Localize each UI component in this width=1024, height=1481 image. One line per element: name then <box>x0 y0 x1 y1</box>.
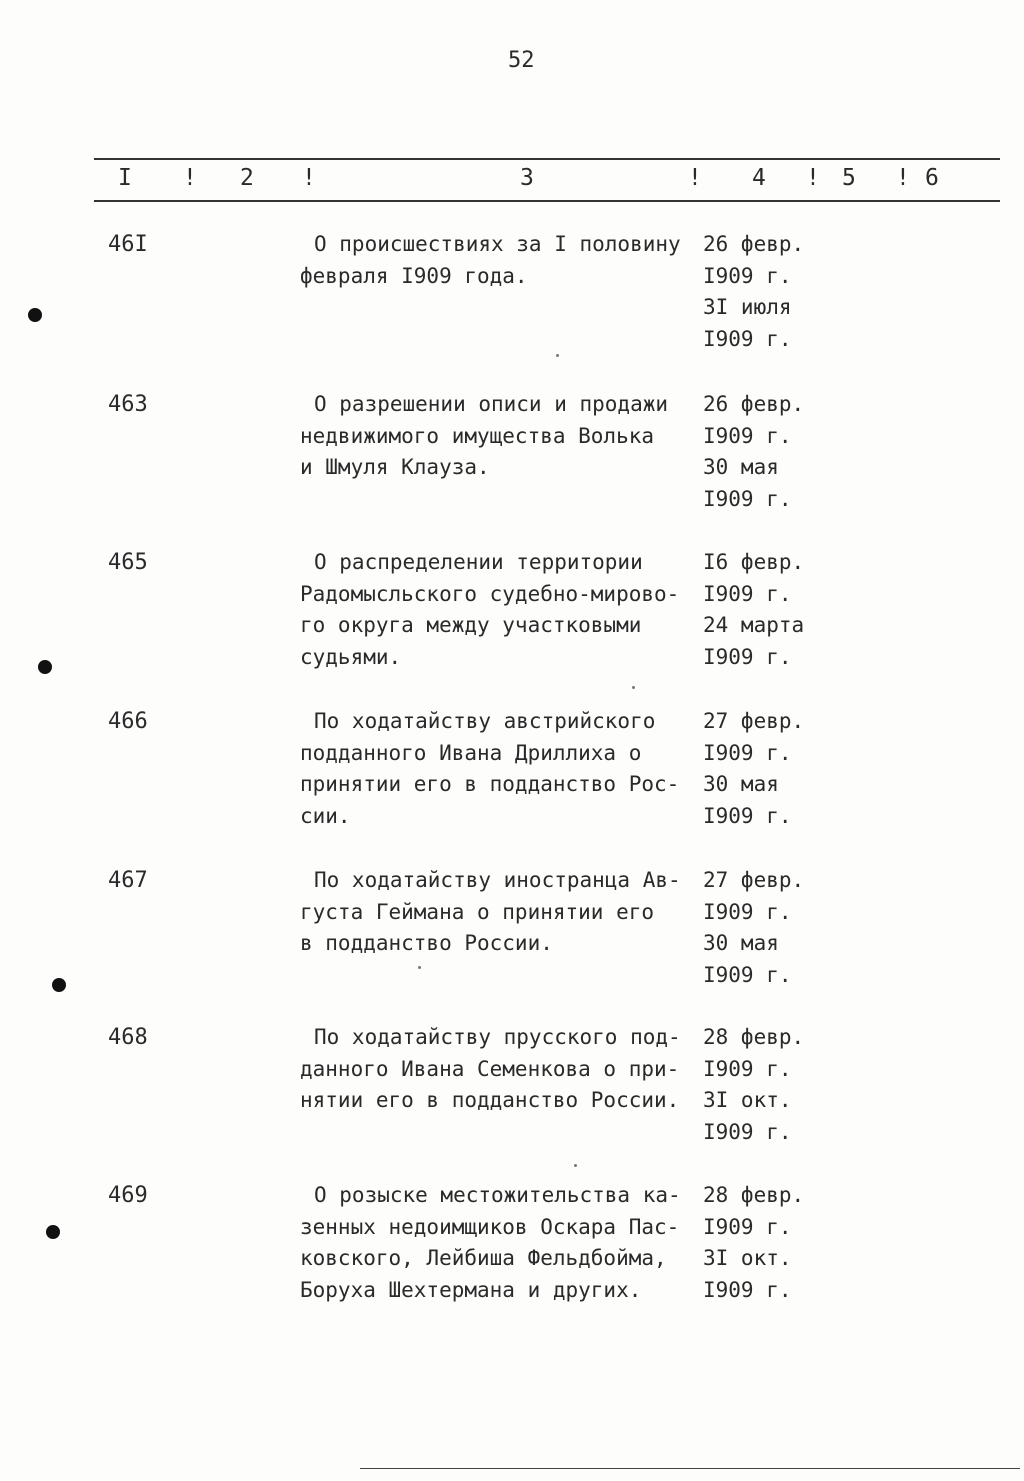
date-line: 26 февр. <box>703 392 805 416</box>
date-line: 30 мая <box>703 455 779 479</box>
entry-number: 465 <box>108 550 148 575</box>
scan-speck <box>574 1164 577 1167</box>
description-line: принятии его в подданство Рос- <box>300 772 680 796</box>
col-header-2: 2 <box>240 165 254 191</box>
entry-dates <box>703 547 823 673</box>
entry-dates <box>703 229 823 355</box>
entry-number: 468 <box>108 1025 148 1050</box>
date-line: 3I окт. <box>703 1088 792 1112</box>
description-line: данного Ивана Семенкова о при- <box>300 1056 680 1081</box>
description-line: подданного Ивана Дриллиха о <box>300 740 642 765</box>
description-line: в подданство России. <box>300 931 553 955</box>
table-header-rule <box>94 200 1000 202</box>
description-line: Радомысльского судебно-мирово- <box>300 581 680 606</box>
entry-description <box>300 865 700 960</box>
entry-description <box>300 1022 700 1117</box>
col-header-1: I <box>118 165 132 191</box>
entry-description <box>300 1180 700 1306</box>
punch-hole <box>46 1225 60 1239</box>
description-line: По ходатайству прусского под- <box>314 1025 681 1049</box>
date-line: I6 февр. <box>703 550 805 574</box>
description-line: зенных недоимщиков Оскара Пас- <box>300 1214 680 1239</box>
entry-dates <box>703 706 823 832</box>
entry-description <box>300 229 700 292</box>
date-line: I909 г. <box>703 263 792 288</box>
col-separator: ! <box>806 165 820 191</box>
entry-dates <box>703 1180 823 1306</box>
col-separator: ! <box>183 165 197 191</box>
col-separator: ! <box>896 165 910 191</box>
description-line: По ходатайству австрийского <box>314 709 656 733</box>
description-line: густа Геймана о принятии его <box>300 899 655 924</box>
description-line: сии. <box>300 803 351 828</box>
date-line: I909 г. <box>703 740 792 765</box>
page-number: 52 <box>508 48 535 73</box>
description-line: О розыске местожительства ка- <box>314 1183 681 1207</box>
description-line: и Шмуля Клауза. <box>300 455 490 479</box>
entry-description <box>300 706 700 832</box>
entry-dates <box>703 1022 823 1148</box>
date-line: I909 г. <box>703 486 792 511</box>
col-header-4: 4 <box>752 165 766 191</box>
entry-number: 46I <box>108 232 148 257</box>
table-top-rule <box>94 158 1000 160</box>
entry-dates <box>703 865 823 991</box>
date-line: I909 г. <box>703 899 792 924</box>
description-line: ковского, Лейбиша Фельдбойма, <box>300 1246 667 1270</box>
date-line: I909 г. <box>703 1277 792 1302</box>
description-line: О происшествиях за I половину <box>314 232 681 256</box>
scan-speck <box>632 686 635 689</box>
entry-dates <box>703 389 823 515</box>
col-header-6: 6 <box>925 165 939 191</box>
date-line: I909 г. <box>703 326 792 351</box>
col-header-5: 5 <box>842 165 856 191</box>
date-line: 30 мая <box>703 931 779 955</box>
footer-rule <box>360 1468 1020 1469</box>
entry-number: 463 <box>108 392 148 417</box>
date-line: I909 г. <box>703 1119 792 1144</box>
col-separator: ! <box>688 165 702 191</box>
description-line: Боруха Шехтермана и других. <box>300 1277 642 1302</box>
date-line: I909 г. <box>703 423 792 448</box>
entry-number: 469 <box>108 1183 148 1208</box>
date-line: 3I окт. <box>703 1246 792 1270</box>
entry-number: 466 <box>108 709 148 734</box>
date-line: I909 г. <box>703 644 792 669</box>
entry-number: 467 <box>108 868 148 893</box>
col-header-3: 3 <box>520 165 534 191</box>
description-line: О распределении территории <box>314 550 643 574</box>
description-line: недвижимого имущества Волька <box>300 423 655 448</box>
date-line: 27 февр. <box>703 709 805 733</box>
description-line: По ходатайству иностранца Ав- <box>314 868 681 892</box>
date-line: I909 г. <box>703 803 792 828</box>
entry-description <box>300 547 700 673</box>
date-line: 30 мая <box>703 772 779 796</box>
scan-speck <box>556 354 559 357</box>
date-line: 24 марта <box>703 613 805 637</box>
date-line: I909 г. <box>703 581 792 606</box>
description-line: судьями. <box>300 644 402 669</box>
punch-hole <box>52 978 66 992</box>
description-line: февраля I909 года. <box>300 263 528 288</box>
date-line: I909 г. <box>703 1214 792 1239</box>
date-line: 28 февр. <box>703 1183 805 1207</box>
date-line: I909 г. <box>703 1056 792 1081</box>
date-line: I909 г. <box>703 962 792 987</box>
scan-speck <box>418 966 421 969</box>
date-line: 27 февр. <box>703 868 805 892</box>
description-line: го округа между участковыми <box>300 613 642 637</box>
date-line: 28 февр. <box>703 1025 805 1049</box>
col-separator: ! <box>302 165 316 191</box>
description-line: О разрешении описи и продажи <box>314 392 669 416</box>
date-line: 3I июля <box>703 295 792 319</box>
description-line: нятии его в подданство России. <box>300 1088 680 1112</box>
date-line: 26 февр. <box>703 232 805 256</box>
entry-description <box>300 389 700 484</box>
punch-hole <box>38 660 52 674</box>
punch-hole <box>28 308 42 322</box>
